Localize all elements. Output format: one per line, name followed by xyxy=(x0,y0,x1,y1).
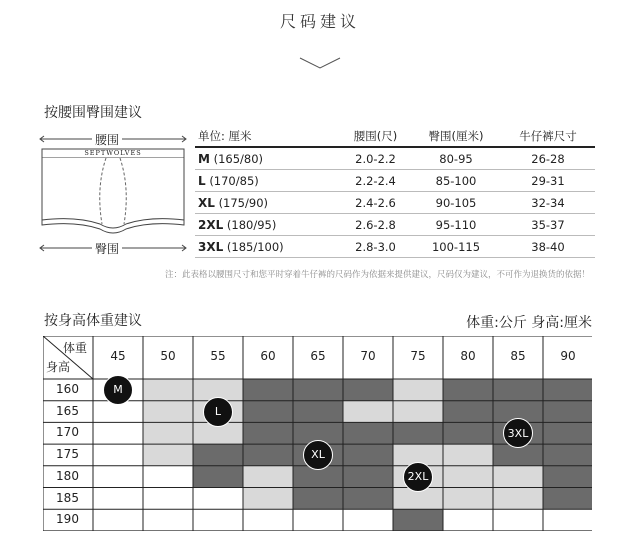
size-note: 注：此表格以腰围尺寸和您平时穿着牛仔裤的尺码作为依据来提供建议，尺码仅为建议，不可作为退换货的依据！ xyxy=(164,270,590,280)
table-row xyxy=(195,170,595,192)
grid-cell xyxy=(343,444,393,466)
grid-cell xyxy=(443,379,493,401)
hip-value: 90-105 xyxy=(411,192,501,214)
grid-cell xyxy=(343,488,393,510)
grid-cell xyxy=(93,466,143,488)
grid-cell xyxy=(143,488,193,510)
grid-cell xyxy=(443,488,493,510)
size-badge: XL xyxy=(303,440,333,470)
hip-value: 95-110 xyxy=(411,214,501,236)
size-spec: (175/90) xyxy=(218,195,268,210)
grid-cell xyxy=(493,488,543,510)
grid-cell xyxy=(543,509,592,531)
size-code: M xyxy=(198,151,210,166)
header-unit: 单位: 厘米 xyxy=(198,129,252,143)
height-label: 165 xyxy=(56,403,79,418)
grid-cell xyxy=(143,379,193,401)
grid-cell xyxy=(343,509,393,531)
corner-height-label: 身高 xyxy=(46,360,71,374)
hip-value: 85-100 xyxy=(411,170,501,192)
briefs-diagram xyxy=(38,128,188,258)
size-badge: 2XL xyxy=(403,462,433,492)
grid-cell xyxy=(543,488,592,510)
size-spec: (180/95) xyxy=(226,217,277,232)
grid-cell xyxy=(243,379,293,401)
size-badge: L xyxy=(203,397,233,427)
grid-cell xyxy=(143,466,193,488)
weight-label: 70 xyxy=(360,349,376,363)
grid-cell xyxy=(443,422,493,444)
grid-cell xyxy=(193,488,243,510)
waist-hip-heading: 按腰围臀围建议 xyxy=(44,105,142,121)
unit-note: 体重:公斤 身高:厘米 xyxy=(466,315,592,331)
height-label: 170 xyxy=(56,425,79,440)
hip-value: 100-115 xyxy=(411,236,501,258)
grid-cell xyxy=(243,509,293,531)
grid-cell xyxy=(543,401,592,423)
page-title: 尺码建议 xyxy=(279,12,360,31)
size-badge: M xyxy=(103,375,133,405)
weight-label: 85 xyxy=(510,349,526,363)
waist-value: 2.8-3.0 xyxy=(340,236,411,258)
height-label: 175 xyxy=(56,447,79,462)
grid-cell xyxy=(543,422,592,444)
grid-cell xyxy=(143,401,193,423)
grid-cell xyxy=(93,444,143,466)
weight-label: 65 xyxy=(310,349,326,363)
grid-cell xyxy=(443,509,493,531)
grid-cell xyxy=(343,466,393,488)
height-label: 180 xyxy=(56,468,79,483)
grid-cell xyxy=(93,488,143,510)
jeans-value: 29-31 xyxy=(501,170,595,192)
grid-cell xyxy=(393,379,443,401)
grid-cell xyxy=(493,509,543,531)
brand-logo: SEPTWOLVES xyxy=(84,149,142,157)
table-row xyxy=(195,192,595,214)
grid-cell xyxy=(193,466,243,488)
size-spec: (165/80) xyxy=(213,151,264,166)
size-table xyxy=(195,126,595,258)
waist-value: 2.0-2.2 xyxy=(340,147,411,170)
size-table-header xyxy=(195,126,595,147)
grid-cell xyxy=(243,401,293,423)
grid-cell xyxy=(343,401,393,423)
grid-cell xyxy=(143,509,193,531)
corner-weight-label: 体重 xyxy=(63,341,88,355)
header-hip: 臀围(厘米) xyxy=(428,129,484,143)
grid-cell xyxy=(443,401,493,423)
grid-cell xyxy=(243,466,293,488)
weight-label: 90 xyxy=(560,349,576,363)
grid-cell xyxy=(393,422,443,444)
jeans-value: 38-40 xyxy=(501,236,595,258)
grid-cell xyxy=(343,422,393,444)
chevron-down-icon xyxy=(299,56,341,70)
grid-cell xyxy=(143,422,193,444)
grid-cell xyxy=(243,444,293,466)
weight-label: 55 xyxy=(210,349,226,363)
waist-value: 2.4-2.6 xyxy=(340,192,411,214)
height-label: 190 xyxy=(56,512,79,527)
grid-cell xyxy=(293,379,343,401)
weight-label: 50 xyxy=(160,349,176,363)
weight-label: 45 xyxy=(110,349,126,363)
weight-label: 60 xyxy=(260,349,276,363)
weight-label: 75 xyxy=(410,349,426,363)
height-label: 160 xyxy=(56,382,79,396)
grid-cell xyxy=(493,379,543,401)
grid-cell xyxy=(543,444,592,466)
size-badge: 3XL xyxy=(503,418,533,448)
table-row xyxy=(195,147,595,170)
grid-cell xyxy=(543,379,592,401)
waist-value: 2.2-2.4 xyxy=(340,170,411,192)
grid-cell xyxy=(193,444,243,466)
grid-cell xyxy=(293,401,343,423)
jeans-value: 35-37 xyxy=(501,214,595,236)
jeans-value: 26-28 xyxy=(501,147,595,170)
weight-label: 80 xyxy=(460,349,476,363)
table-row xyxy=(195,236,595,258)
height-label: 185 xyxy=(56,490,79,505)
size-grid-chart xyxy=(43,336,592,531)
waist-dimension-label: 腰围 xyxy=(92,131,122,148)
grid-cell xyxy=(493,466,543,488)
waist-value: 2.6-2.8 xyxy=(340,214,411,236)
grid-cell xyxy=(243,488,293,510)
grid-cell xyxy=(393,401,443,423)
grid-cell xyxy=(93,422,143,444)
hip-dimension-label: 臀围 xyxy=(92,240,122,257)
grid-cell xyxy=(143,444,193,466)
table-row xyxy=(195,214,595,236)
hip-value: 80-95 xyxy=(411,147,501,170)
grid-cell xyxy=(193,509,243,531)
grid-cell xyxy=(443,444,493,466)
size-code: XL xyxy=(198,195,215,210)
size-spec: (185/100) xyxy=(226,239,284,254)
grid-cell xyxy=(293,488,343,510)
grid-cell xyxy=(343,379,393,401)
header-waist: 腰围(尺) xyxy=(353,129,398,143)
grid-cell xyxy=(543,466,592,488)
size-code: 2XL xyxy=(198,217,224,232)
grid-cell xyxy=(293,509,343,531)
grid-cell xyxy=(393,509,443,531)
size-code: 3XL xyxy=(198,239,224,254)
grid-cell xyxy=(93,509,143,531)
grid-cell xyxy=(243,422,293,444)
header-jeans: 牛仔裤尺寸 xyxy=(519,129,577,143)
jeans-value: 32-34 xyxy=(501,192,595,214)
size-code: L xyxy=(198,173,206,188)
height-weight-heading: 按身高体重建议 xyxy=(44,313,142,329)
grid-cell xyxy=(443,466,493,488)
size-spec: (170/85) xyxy=(209,173,259,188)
